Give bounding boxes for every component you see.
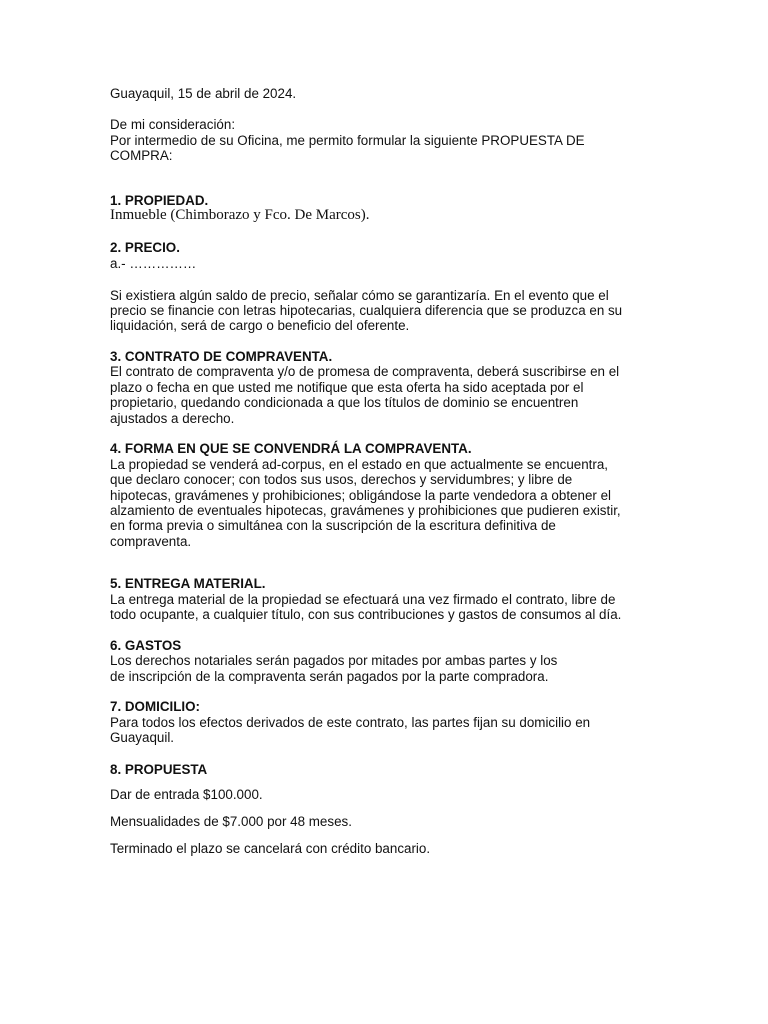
section-title-forma: 4. FORMA EN QUE SE CONVENDRÁ LA COMPRAVENTA.	[110, 441, 472, 456]
section-title-propuesta: 8. PROPUESTA	[110, 762, 208, 777]
gastos-line: de inscripción de la compraventa serán pagados por la parte compradora.	[110, 669, 549, 684]
precio-para-line: precio se financie con letras hipotecarias, cualquiera diferencia que se produzca en su	[110, 303, 623, 318]
greeting: De mi consideración:	[110, 117, 236, 132]
domicilio-line: Guayaquil.	[110, 730, 175, 745]
section-title-entrega: 5. ENTREGA MATERIAL.	[110, 576, 266, 591]
forma-line: en forma previa o simultánea con la suscripción de la escritura definitiva de	[110, 518, 556, 533]
section-body-propiedad: Inmueble (Chimborazo y Fco. De Marcos).	[110, 207, 370, 223]
forma-line: que declaro conocer; con todos sus usos, derechos y servidumbres; y libre de	[110, 472, 573, 487]
gastos-line: Los derechos notariales serán pagados por mitades por ambas partes y los	[110, 653, 558, 668]
domicilio-line: Para todos los efectos derivados de este contrato, las partes fijan su domicilio en	[110, 715, 591, 730]
precio-line: a.- ……………	[110, 256, 197, 271]
precio-para-line: liquidación, será de cargo o beneficio del oferente.	[110, 318, 410, 333]
propuesta-line: Mensualidades de $7.000 por 48 meses.	[110, 814, 352, 829]
contrato-line: El contrato de compraventa y/o de promesa de compraventa, deberá suscribirse en el	[110, 364, 620, 379]
date-line: Guayaquil, 15 de abril de 2024.	[110, 86, 297, 101]
contrato-line: ajustados a derecho.	[110, 411, 235, 426]
propuesta-line: Terminado el plazo se cancelará con crédito bancario.	[110, 841, 431, 856]
section-title-gastos: 6. GASTOS	[110, 638, 182, 653]
contrato-line: plazo o fecha en que usted me notifique que esta oferta ha sido aceptada por el	[110, 380, 584, 395]
contrato-line: propietario, quedando condicionada a que los títulos de dominio se encuentren	[110, 395, 579, 410]
section-title-precio: 2. PRECIO.	[110, 240, 180, 255]
forma-line: hipotecas, gravámenes y prohibiciones; obligándose la parte vendedora a obtener el	[110, 488, 611, 503]
intro-line: Por intermedio de su Oficina, me permito formular la siguiente PROPUESTA DE	[110, 133, 585, 148]
forma-line: La propiedad se venderá ad-corpus, en el estado en que actualmente se encuentra,	[110, 457, 609, 472]
entrega-line: La entrega material de la propiedad se efectuará una vez firmado el contrato, libre de	[110, 592, 616, 607]
section-title-domicilio: 7. DOMICILIO:	[110, 699, 201, 714]
entrega-line: todo ocupante, a cualquier título, con sus contribuciones y gastos de consumos al día.	[110, 607, 622, 622]
forma-line: compraventa.	[110, 534, 192, 549]
section-title-propiedad: 1. PROPIEDAD.	[110, 193, 209, 208]
forma-line: alzamiento de eventuales hipotecas, gravámenes y prohibiciones que pudieren existir,	[110, 503, 621, 518]
precio-para-line: Si existiera algún saldo de precio, señalar cómo se garantizaría. En el evento que el	[110, 288, 609, 303]
propuesta-line: Dar de entrada $100.000.	[110, 787, 263, 802]
intro-line: COMPRA:	[110, 148, 173, 163]
section-title-contrato: 3. CONTRATO DE COMPRAVENTA.	[110, 349, 333, 364]
